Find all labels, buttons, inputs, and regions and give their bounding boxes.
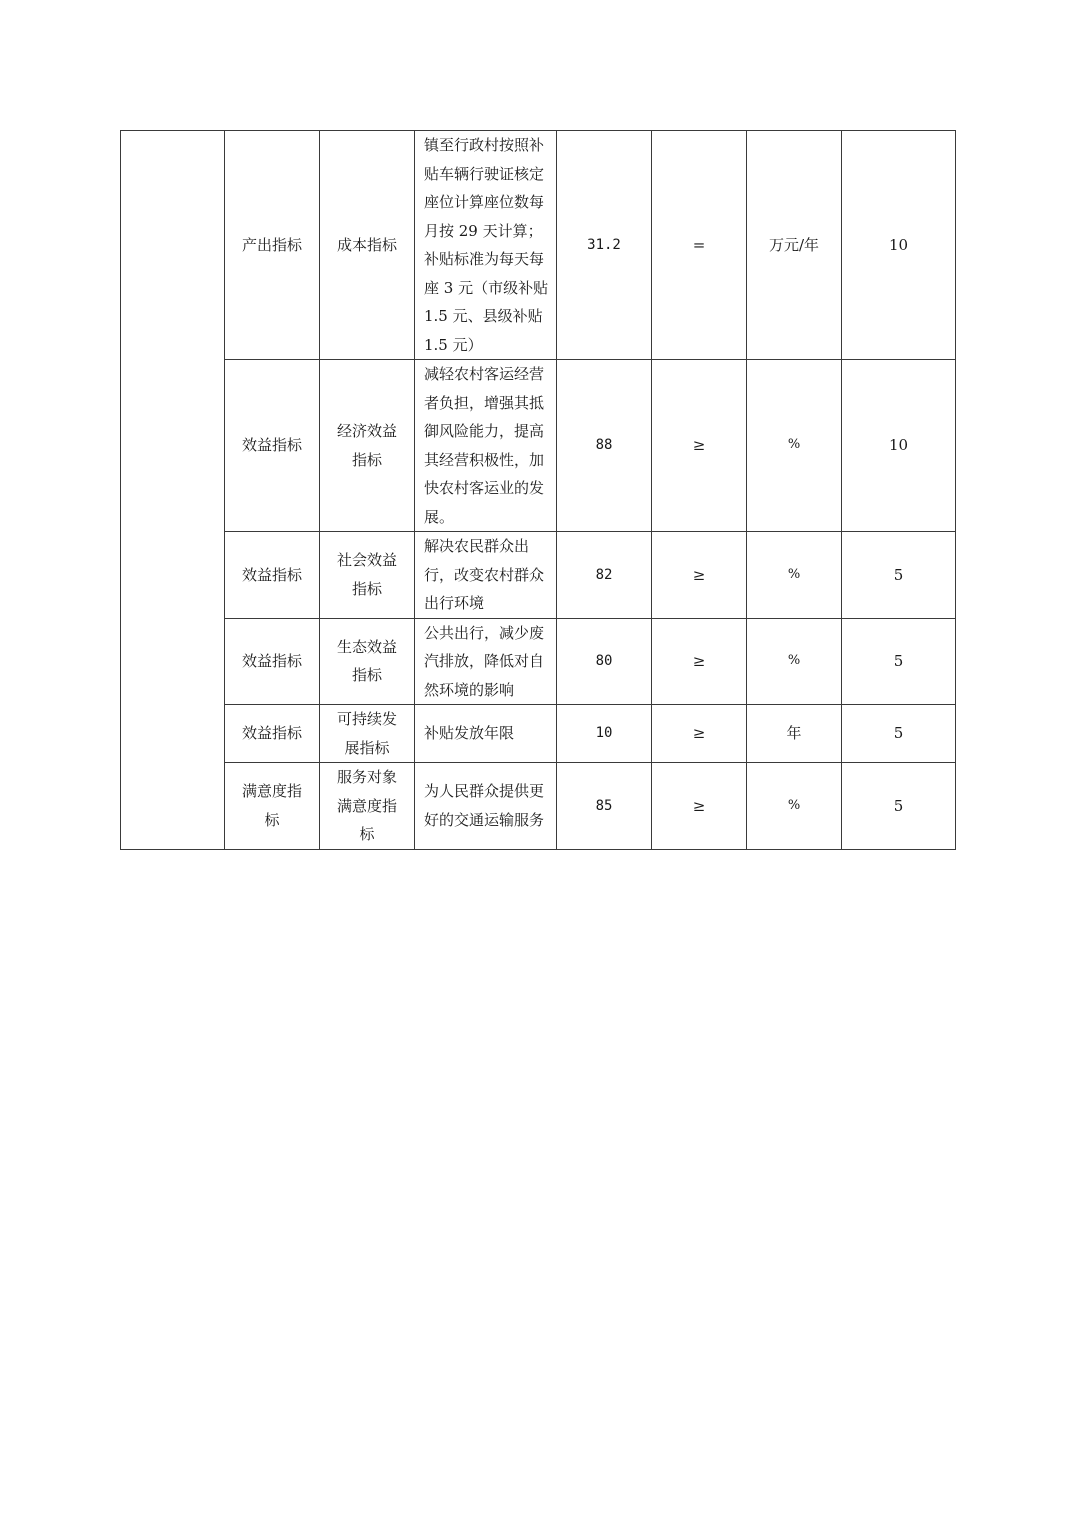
target-value: 31.2 bbox=[587, 236, 621, 253]
operator-cell bbox=[652, 705, 747, 763]
level2-indicator-cell bbox=[320, 131, 415, 360]
performance-indicator-table bbox=[120, 130, 956, 850]
description-cell bbox=[415, 705, 557, 763]
level1-indicator-cell bbox=[225, 532, 320, 619]
level2-indicator: 可持续发展指标 bbox=[336, 710, 397, 757]
comparison-operator: ≥ bbox=[692, 436, 706, 455]
score-cell bbox=[842, 532, 956, 619]
target-value-cell bbox=[557, 532, 652, 619]
target-value-cell bbox=[557, 618, 652, 705]
target-value: 82 bbox=[595, 566, 613, 583]
level1-indicator: 效益指标 bbox=[241, 724, 302, 743]
level2-indicator: 社会效益指标 bbox=[336, 551, 397, 598]
level2-indicator-cell bbox=[320, 705, 415, 763]
indicator-description: 补贴发放年限 bbox=[424, 724, 515, 743]
level1-indicator-cell bbox=[225, 705, 320, 763]
comparison-operator: ≥ bbox=[692, 796, 706, 815]
score-cell bbox=[842, 131, 956, 360]
level1-indicator: 满意度指标 bbox=[241, 782, 302, 829]
description-cell bbox=[415, 618, 557, 705]
target-value-cell bbox=[557, 131, 652, 360]
merged-blank-cell bbox=[121, 131, 225, 850]
target-value: 80 bbox=[595, 653, 613, 669]
score-weight: 5 bbox=[893, 796, 904, 815]
measurement-unit: % bbox=[787, 437, 801, 453]
indicator-description: 为人民群众提供更好的交通运输服务 bbox=[424, 782, 545, 829]
description-cell bbox=[415, 532, 557, 619]
unit-cell bbox=[747, 532, 842, 619]
level1-indicator-cell bbox=[225, 763, 320, 850]
score-cell bbox=[842, 763, 956, 850]
table-row bbox=[121, 131, 956, 360]
level2-indicator: 经济效益指标 bbox=[336, 422, 397, 469]
table-row bbox=[121, 360, 956, 532]
level1-indicator: 效益指标 bbox=[241, 436, 302, 455]
description-cell bbox=[415, 763, 557, 850]
indicator-description: 减轻农村客运经营者负担，增强其抵御风险能力，提高其经营积极性，加快农村客运业的发展。 bbox=[424, 365, 545, 526]
level1-indicator-cell bbox=[225, 360, 320, 532]
level1-indicator: 产出指标 bbox=[241, 235, 302, 254]
score-cell bbox=[842, 360, 956, 532]
operator-cell bbox=[652, 532, 747, 619]
unit-cell bbox=[747, 705, 842, 763]
measurement-unit: % bbox=[787, 566, 801, 582]
comparison-operator: ≥ bbox=[692, 724, 706, 743]
operator-cell bbox=[652, 131, 747, 360]
score-weight: 5 bbox=[893, 652, 904, 670]
target-value: 88 bbox=[595, 437, 613, 454]
level1-indicator: 效益指标 bbox=[241, 565, 302, 584]
unit-cell bbox=[747, 131, 842, 360]
score-weight: 10 bbox=[888, 235, 909, 254]
score-cell bbox=[842, 705, 956, 763]
level2-indicator: 生态效益指标 bbox=[336, 637, 397, 685]
table-row bbox=[121, 618, 956, 705]
indicator-description: 解决农民群众出行，改变农村群众出行环境 bbox=[424, 537, 545, 612]
target-value: 10 bbox=[595, 725, 613, 742]
unit-cell bbox=[747, 618, 842, 705]
level1-indicator-cell bbox=[225, 618, 320, 705]
operator-cell bbox=[652, 618, 747, 705]
table-row bbox=[121, 763, 956, 850]
measurement-unit: % bbox=[787, 797, 801, 813]
level2-indicator-cell bbox=[320, 532, 415, 619]
score-cell bbox=[842, 618, 956, 705]
comparison-operator: = bbox=[692, 235, 706, 254]
indicator-description: 公共出行，减少废汽排放，降低对自然环境的影响 bbox=[424, 623, 545, 699]
target-value-cell bbox=[557, 705, 652, 763]
level2-indicator: 成本指标 bbox=[336, 235, 397, 254]
operator-cell bbox=[652, 763, 747, 850]
measurement-unit: % bbox=[787, 653, 801, 668]
level2-indicator: 服务对象满意度指标 bbox=[336, 768, 397, 843]
level2-indicator-cell bbox=[320, 618, 415, 705]
level2-indicator-cell bbox=[320, 360, 415, 532]
table-row bbox=[121, 705, 956, 763]
unit-cell bbox=[747, 360, 842, 532]
level2-indicator-cell bbox=[320, 763, 415, 850]
score-weight: 5 bbox=[893, 724, 904, 743]
comparison-operator: ≥ bbox=[692, 565, 706, 584]
target-value-cell bbox=[557, 763, 652, 850]
target-value-cell bbox=[557, 360, 652, 532]
description-cell bbox=[415, 360, 557, 532]
comparison-operator: ≥ bbox=[692, 652, 706, 670]
score-weight: 5 bbox=[893, 565, 904, 584]
unit-cell bbox=[747, 763, 842, 850]
indicator-description: 镇至行政村按照补贴车辆行驶证核定座位计算座位数每月按 29 天计算；补贴标准为每天每座 3 元（市级补贴 1.5 元、县级补贴 1.5 元） bbox=[424, 136, 549, 354]
description-cell bbox=[415, 131, 557, 360]
level1-indicator: 效益指标 bbox=[241, 652, 302, 670]
measurement-unit: 年 bbox=[786, 724, 802, 743]
operator-cell bbox=[652, 360, 747, 532]
table-row bbox=[121, 532, 956, 619]
level1-indicator-cell bbox=[225, 131, 320, 360]
score-weight: 10 bbox=[888, 436, 909, 455]
target-value: 85 bbox=[595, 797, 613, 814]
measurement-unit: 万元/年 bbox=[768, 235, 820, 254]
